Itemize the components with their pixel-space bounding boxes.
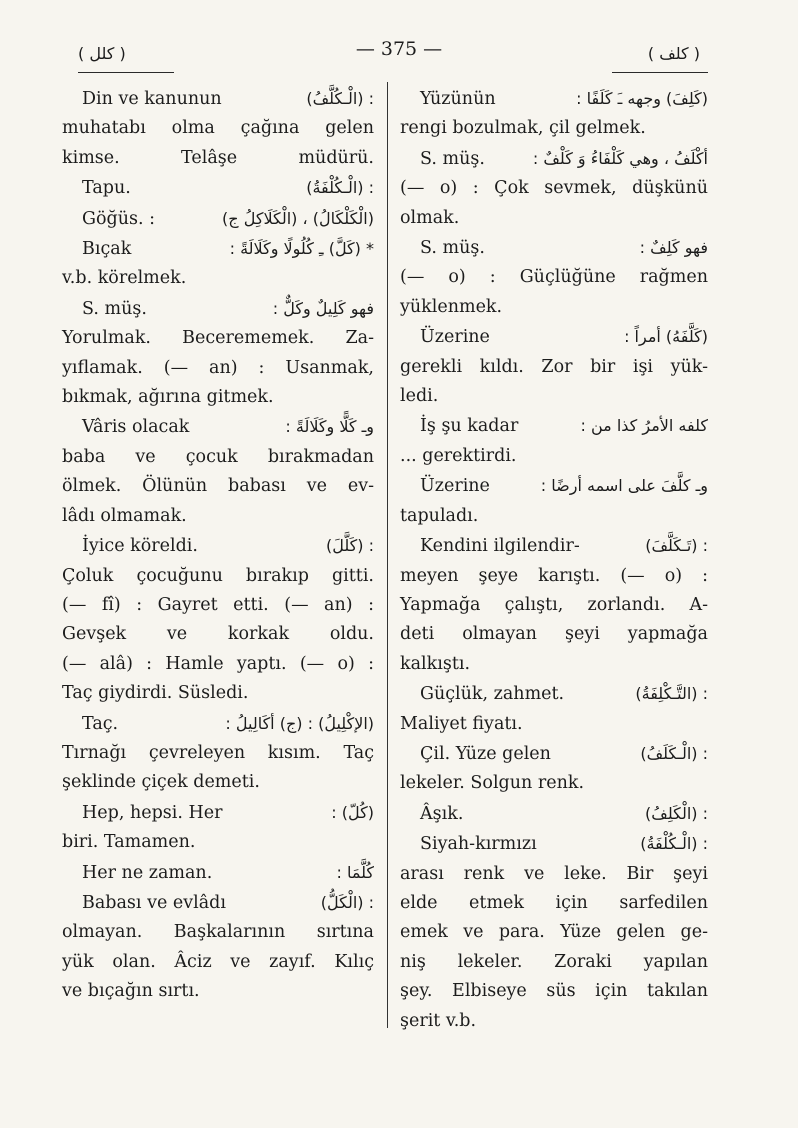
arabic-lemma: (كَلَّفَهُ) أمراً : [624, 327, 708, 347]
arabic-lemma: فهو كَلِيلٌ وكَلٌّ : [272, 298, 374, 318]
definition-last-line: ve bıçağın sırtı. [62, 981, 200, 1002]
page-header [0, 38, 798, 78]
definition-line: (— alâ) : Hamle yaptı. (— o) : [62, 653, 374, 674]
arabic-lemma: وـ كلَّفَ على اسمه أرضًا : [540, 476, 708, 496]
definition-line: elde etmek için sarfedilen [400, 892, 708, 913]
arabic-lemma: : (الْكَلِفُ) [645, 803, 708, 823]
turkish-text: Din ve kanunun [82, 89, 222, 109]
definition-line: muhatabı olma çağına gelen [62, 118, 374, 139]
definition-line: yıflamak. (— an) : Usanmak, [62, 357, 374, 378]
turkish-text: Güçlük, zahmet. [420, 684, 565, 705]
entry-headline [62, 294, 374, 324]
arabic-lemma: : (الْـكُلْفَةُ) [306, 178, 374, 198]
header-rule-right [612, 72, 708, 73]
turkish-text: Çil. Yüze gelen [420, 743, 551, 764]
definition-line: Çoluk çocuğunu bırakıp gitti. [62, 565, 374, 586]
entry-headline [400, 739, 708, 769]
arabic-lemma: (الإكْلِيلُ) : (ج) أكَالِيلُ : [225, 713, 374, 733]
definition-last-line: şerit v.b. [400, 1010, 477, 1031]
definition-last-line: ... gerektirdi. [400, 445, 517, 466]
definition-line: arası renk ve leke. Bir şeyi [400, 863, 708, 884]
turkish-text: Vâris olacak [82, 417, 190, 438]
arabic-lemma: فهو كَلِفٌ : [639, 238, 708, 258]
definition-last-line: Taç giydirdi. Süsledi. [62, 683, 249, 704]
entry-headline [400, 531, 708, 561]
entry-headline [62, 173, 374, 203]
arabic-lemma: : (تَـكَلَّفَ) [645, 536, 708, 556]
turkish-text: S. müş. [420, 238, 485, 259]
header-root-left: ( كلل ) [78, 44, 126, 63]
definition-line: kimse. Telâşe müdürü. [62, 147, 374, 168]
turkish-text: İş şu kadar [420, 416, 519, 437]
entry-headline [62, 531, 374, 561]
right-column [400, 84, 708, 1036]
definition-line: ölmek. Ölünün babası ve ev- [62, 476, 374, 497]
arabic-lemma: أكْلَفُ ، وهي كَلْفَاءُ وَ كَلْفٌ : [532, 148, 708, 168]
definition-line: Gevşek ve korkak oldu. [62, 624, 374, 645]
turkish-text: İyice köreldi. [82, 536, 198, 557]
entry-headline [400, 471, 708, 501]
entry-headline [62, 858, 374, 888]
arabic-lemma: : (الْكَلُّ) [320, 892, 374, 912]
definition-last-line: şeklinde çiçek demeti. [62, 772, 260, 793]
turkish-text: Üzerine [420, 327, 490, 348]
definition-line: gerekli kıldı. Zor bir işi yük- [400, 356, 708, 377]
arabic-lemma: كُلَّمَا : [336, 862, 374, 882]
turkish-text: Hep, hepsi. Her [82, 802, 223, 823]
entry-headline [400, 411, 708, 441]
turkish-text: Âşık. [420, 803, 464, 824]
turkish-text: S. müş. [420, 148, 485, 169]
turkish-text: Kendini ilgilendir- [420, 536, 580, 557]
entry-headline [62, 709, 374, 739]
entry-headline [400, 233, 708, 263]
page-number: — 375 — [355, 38, 443, 60]
arabic-lemma: وـ كَلًّا وكَلَالَةً : [285, 417, 374, 437]
entry-headline [62, 84, 374, 114]
entry-headline [400, 829, 708, 859]
header-rule-left [78, 72, 174, 73]
arabic-lemma: (الْكَلْكَالُ) ، (الْكَلَاكِلُ ج) [222, 208, 374, 228]
definition-line: (— o) : Çok sevmek, düşkünü [400, 178, 708, 199]
definition-last-line: kalkıştı. [400, 653, 471, 674]
entry-headline [62, 798, 374, 828]
definition-last-line: olmak. [400, 207, 460, 228]
column-divider [387, 82, 388, 1028]
definition-line: niş lekeler. Zoraki yapılan [400, 951, 708, 972]
definition-line: (— o) : Güçlüğüne rağmen [400, 267, 708, 288]
definition-line: baba ve çocuk bırakmadan [62, 446, 374, 467]
definition-line: şey. Elbiseye süs için takılan [400, 981, 708, 1002]
definition-line: Yapmağa çalıştı, zorlandı. A- [400, 594, 708, 615]
arabic-lemma: : (الْـكُلَّفُ) [306, 89, 374, 108]
turkish-text: Babası ve evlâdı [82, 892, 226, 913]
definition-line: deti olmayan şeyi yapmağa [400, 624, 708, 645]
definition-line: Tırnağı çevreleyen kısım. Taç [62, 742, 374, 763]
entry-headline [62, 888, 374, 918]
turkish-text: Taç. [82, 713, 119, 734]
arabic-lemma: (كَلِفَ) وجهه ـَ كَلَفًا : [576, 89, 708, 108]
entry-headline [400, 322, 708, 352]
turkish-text: S. müş. [82, 298, 147, 319]
definition-line: meyen şeye karıştı. (— o) : [400, 565, 708, 586]
entry-headline [400, 84, 708, 114]
definition-line: Yorulmak. Becerememek. Za- [62, 328, 374, 349]
definition-last-line: lâdı olmamak. [62, 505, 187, 526]
entry-headline [400, 144, 708, 174]
entry-headline [62, 234, 374, 264]
arabic-lemma: : (الْـكَلَفُ) [640, 743, 708, 763]
definition-last-line: yüklenmek. [400, 296, 503, 317]
definition-last-line: v.b. körelmek. [62, 268, 187, 289]
definition-last-line: bıkmak, ağırına gitmek. [62, 387, 274, 408]
turkish-text: Tapu. [82, 178, 131, 199]
arabic-lemma: : (التَّـكْلِفَةُ) [635, 684, 708, 704]
turkish-text: Siyah-kırmızı [420, 834, 537, 855]
turkish-text: Yüzünün [420, 89, 496, 109]
definition-last-line: lekeler. Solgun renk. [400, 773, 585, 794]
definition-last-line: Maliyet fiyatı. [400, 713, 523, 734]
definition-last-line: biri. Tamamen. [62, 832, 196, 853]
left-column [62, 84, 374, 1007]
arabic-lemma: (كُلّ) : [331, 802, 374, 822]
turkish-text: Her ne zaman. [82, 862, 213, 883]
arabic-lemma: * (كَلَّ) ـِ كُلُولًا وكَلَالَةً : [229, 239, 374, 259]
definition-line: (— fî) : Gayret etti. (— an) : [62, 594, 374, 615]
definition-last-line: ledi. [400, 386, 439, 407]
turkish-text: Göğüs. : [82, 208, 155, 229]
definition-last-line: tapuladı. [400, 505, 479, 526]
header-root-right: ( كلف ) [647, 44, 700, 63]
definition-line: yük olan. Âciz ve zayıf. Kılıç [62, 951, 374, 972]
arabic-lemma: : (كَلَّلَ) [326, 536, 374, 556]
arabic-lemma: : (الْـكُلْفَةُ) [640, 834, 708, 854]
turkish-text: Üzerine [420, 476, 490, 497]
entry-headline [62, 412, 374, 442]
entry-headline [62, 204, 374, 234]
entry-headline [400, 799, 708, 829]
entry-headline [400, 679, 708, 709]
arabic-lemma: كلفه الأمرُ كذا من : [580, 416, 708, 436]
definition-last-line: rengi bozulmak, çil gelmek. [400, 118, 646, 139]
turkish-text: Bıçak [82, 239, 132, 260]
definition-line: emek ve para. Yüze gelen ge- [400, 922, 708, 943]
definition-line: olmayan. Başkalarının sırtına [62, 922, 374, 943]
